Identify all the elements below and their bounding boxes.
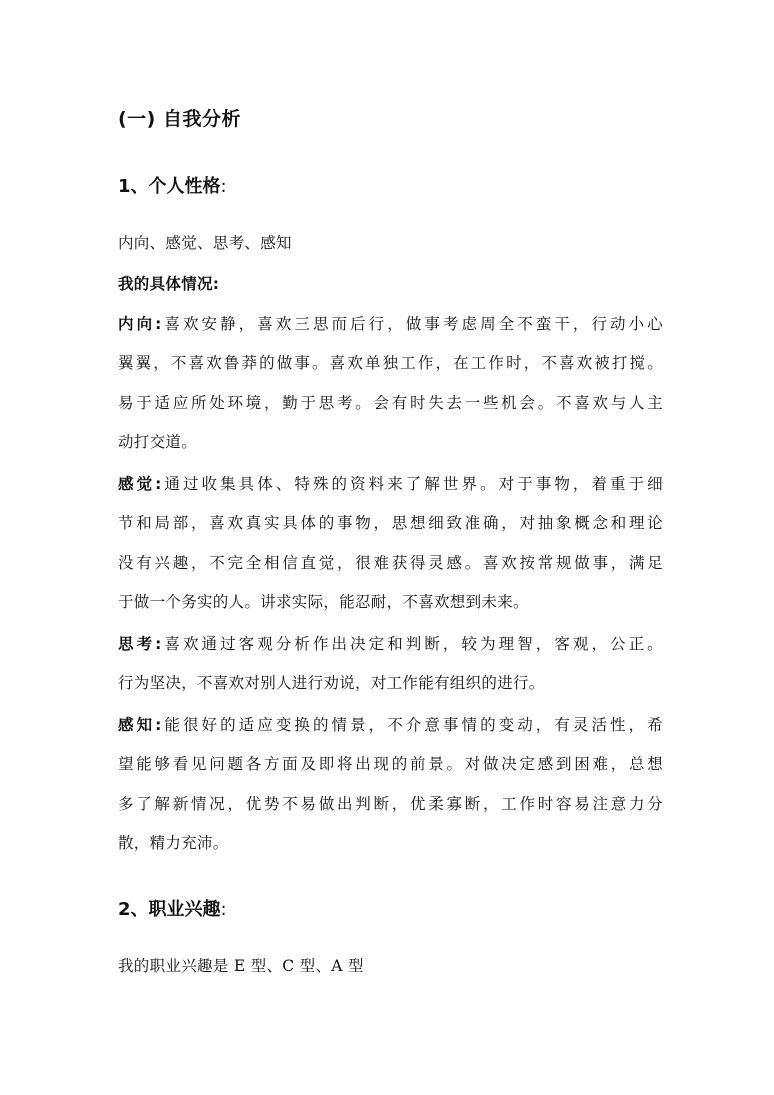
sensing-text: 通过收集具体、特殊的资料来了解世界。对于事物，着重于细 — [161, 475, 663, 493]
introvert-text: 动打交道。 — [118, 433, 198, 451]
perceiving-paragraph-line — [118, 713, 663, 735]
introvert-paragraph-line — [118, 312, 663, 334]
sensing-text: 没有兴趣，不完全相信直觉，很难获得灵感。喜欢按常规做事，满足 — [118, 554, 663, 572]
career-interest-heading-text: 2、职业兴趣 — [118, 899, 221, 920]
sensing-text: 节和局部，喜欢真实具体的事物，思想细致准确，对抽象概念和理论 — [118, 514, 663, 532]
career-interest-heading-colon: : — [220, 899, 227, 920]
thinking-text: 喜欢通过客观分析作出决定和判断，较为理智，客观，公正。 — [161, 635, 663, 653]
career-interest-text: 我的职业兴趣是 E 型、C 型、A 型 — [118, 957, 364, 975]
perceiving-text: 散，精力充沛。 — [118, 834, 229, 852]
sensing-paragraph-line — [118, 472, 663, 494]
introvert-label: 内向: — [118, 315, 162, 333]
introvert-text: 喜欢安静，喜欢三思而后行，做事考虑周全不蛮干，行动小心 — [161, 315, 663, 333]
perceiving-label: 感知: — [118, 716, 162, 734]
thinking-label: 思考: — [118, 635, 162, 653]
sensing-text: 于做一个务实的人。讲求实际，能忍耐，不喜欢想到未来。 — [118, 593, 529, 611]
introvert-text: 易于适应所处环境，勤于思考。会有时失去一些机会。不喜欢与人主 — [118, 394, 663, 412]
perceiving-text: 多了解新情况，优势不易做出判断，优柔寡断，工作时容易注意力分 — [118, 795, 663, 813]
career-interest-heading — [118, 895, 227, 921]
details-heading: 我的具体情况: — [118, 275, 220, 293]
thinking-text: 行为坚决，不喜欢对别人进行劝说，对工作能有组织的进行。 — [118, 674, 545, 692]
section-title-self-analysis: (一) 自我分析 — [118, 108, 241, 130]
personality-heading — [118, 172, 227, 198]
perceiving-text: 望能够看见问题各方面及即将出现的前景。对做决定感到困难，总想 — [118, 755, 663, 773]
sensing-label: 感觉: — [118, 475, 162, 493]
thinking-paragraph-line — [118, 632, 663, 654]
personality-types: 内向、感觉、思考、感知 — [118, 234, 292, 252]
introvert-text: 翼翼，不喜欢鲁莽的做事。喜欢单独工作，在工作时，不喜欢被打搅。 — [118, 354, 663, 372]
perceiving-text: 能很好的适应变换的情景，不介意事情的变动，有灵活性，希 — [161, 716, 663, 734]
personality-heading-text: 1、个人性格 — [118, 176, 221, 197]
personality-heading-colon: : — [220, 176, 227, 197]
